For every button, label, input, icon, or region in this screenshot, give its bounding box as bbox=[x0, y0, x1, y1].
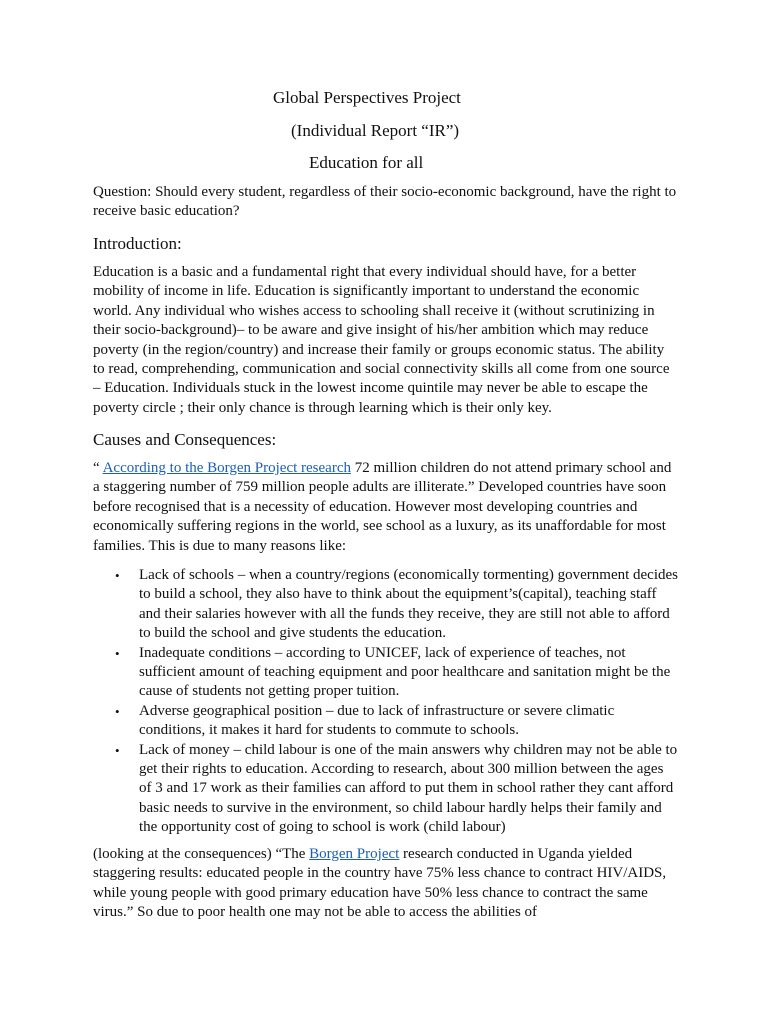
causes-bullet-list bbox=[93, 566, 678, 838]
introduction-heading: Introduction: bbox=[93, 234, 182, 253]
list-item-text: Lack of money – child labour is one of the main answers why children may not be able to get their rights to education. According to research, about 300 million between the ages of 3 and 17 work as their families can afford to put them in school rather they cant afford basic needs to survive in the environment, so child labour hardly helps their family and the opportunity cost of going to school is work (child labour) bbox=[139, 741, 678, 836]
borgen-project-research-link[interactable]: According to the Borgen Project research bbox=[102, 460, 351, 476]
list-item-text: Inadequate conditions – according to UNICEF, lack of experience of teaches, not sufficient amount of teaching equipment and poor healthcare and sanitation might be the cause of students not getting proper tuition. bbox=[139, 644, 671, 700]
bullet-icon: • bbox=[115, 645, 120, 661]
bullet-icon: • bbox=[115, 703, 120, 719]
list-item bbox=[93, 644, 678, 702]
document-topic: Education for all bbox=[309, 153, 424, 172]
list-item bbox=[93, 741, 678, 838]
introduction-paragraph: Education is a basic and a fundamental right that every individual should have, for a better mobility of income in life. Education is significantly important to understand the economic world. Any individual who wishes access to schooling shall receive it (without scrutinizing in their socio-background)– to be aware and give insight of his/her ambition which may reduce poverty (in the region/country) and increase their family or groups economic status. The ability to read, comprehending, communication and social connectivity skills all come from one source – Education. Individuals stuck in the lowest income quintile may never be able to escape the poverty circle ; their only chance is through learning which is their only key. bbox=[93, 264, 670, 416]
consequences-paragraph-start: (looking at the consequences) “The bbox=[93, 846, 310, 862]
document-subtitle: (Individual Report “IR”) bbox=[291, 121, 460, 140]
list-item bbox=[93, 702, 678, 741]
borgen-project-link[interactable]: Borgen Project bbox=[309, 846, 400, 862]
causes-heading: Causes and Consequences: bbox=[93, 430, 277, 449]
list-item bbox=[93, 566, 678, 644]
causes-paragraph bbox=[93, 459, 678, 556]
question-paragraph: Question: Should every student, regardless of their socio-economic background, have the right to receive basic education? bbox=[93, 184, 677, 220]
consequences-paragraph-text: research conducted in Uganda yielded staggering results: educated people in the country have 75% less chance to contract HIV/AIDS, while young people with good primary education have 50% less chance to contract the same virus.” So due to poor health one may not be able to access the abilities of bbox=[93, 846, 667, 921]
bullet-icon: • bbox=[115, 742, 120, 758]
document-title: Global Perspectives Project bbox=[273, 88, 461, 107]
consequences-paragraph bbox=[93, 845, 678, 923]
causes-paragraph-text: 72 million children do not attend primary school and a staggering number of 759 million people adults are illiterate.” Developed countries have soon before recognised that is a necessity of education. However most developing countries and economically suffering regions in the world, see school as a luxury, as its unaffordable for most families. This is due to many reasons like: bbox=[93, 460, 672, 554]
list-item-text: Adverse geographical position – due to lack of infrastructure or severe climatic conditions, it makes it hard for students to commute to schools. bbox=[139, 702, 615, 739]
open-quote: “ bbox=[93, 460, 103, 476]
list-item-text: Lack of schools – when a country/regions (economically tormenting) government decides to build a school, they also have to think about the equipment’s(capital), teaching staff and their salaries however with all the funds they receive, they are still not able to afford to build the school and give students the education. bbox=[139, 567, 679, 642]
bullet-icon: • bbox=[115, 568, 120, 583]
